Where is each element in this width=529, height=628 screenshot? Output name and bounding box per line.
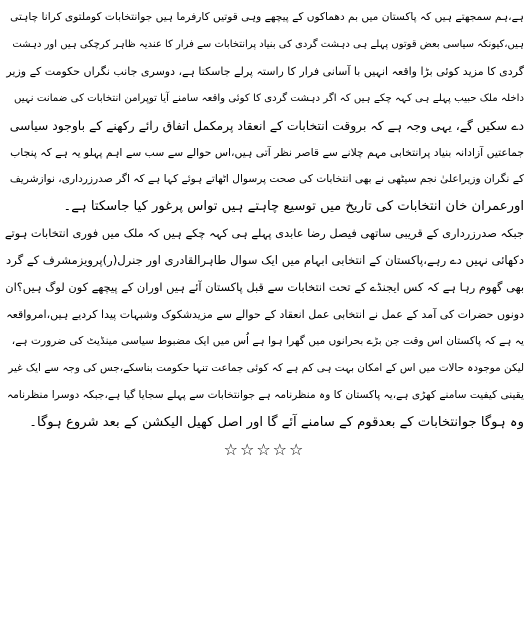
text-line: کے نگران وزیراعلیٰ نجم سیٹھی نے بھی انتخابات کی صحت پرسوال اٹھاتے ہوئے کہا ہے کہ اگر صدرزرداری، نوازشریف — [9, 173, 524, 185]
text-line: لیکن موجودہ حالات میں اس کے امکان بہت ہی کم ہے کہ کوئی جماعت تنہا حکومت بناسکے،جس کی وجہ سے ایک غیر — [8, 362, 524, 374]
article-page — [5, 4, 524, 461]
text-line: ہیں،کیونکہ سیاسی بعض قوتوں پہلے ہی دہشت گردی کی بنیاد پرانتخابات سے فرار کا عندیہ ظاہر کرچکی ہیں اور دہشت — [12, 39, 524, 50]
paragraph-1 — [5, 4, 524, 220]
text-line: وہ ہوگا جوانتخابات کے بعدقوم کے سامنے آئے گا اور اصل کھیل الیکشن کے بعد شروع ہوگا۔ — [29, 415, 524, 430]
text-line: یہ ہے کہ پاکستان اس وقت جن بڑے بحرانوں میں گھرا ہوا ہے اُس میں ایک مضبوط سیاسی مینڈیٹ کی ضرورت ہے، — [11, 335, 524, 347]
paragraph-2 — [5, 220, 524, 436]
text-line: بھی گھوم رہا ہے کہ کس ایجنڈے کے تحت انتخابات سے قبل پاکستان آئے ہیں اوران کے پیچھے کون لوگ ہیں؟ان — [5, 280, 524, 294]
text-line: دونوں حضرات کی آمد کے عمل نے انتخابی عمل انعقاد کے حوالے سے مزیدشکوک وشبہات پیدا کردیے ہیں،امرواقعہ — [6, 308, 524, 321]
text-line: گردی کا مزید کوئی بڑا واقعہ انہیں با آسانی فرار کا راستہ پرلے جاسکتا ہے، دوسری جانب نگراں حکومت کے وزیر — [6, 65, 524, 78]
text-line: دے سکیں گے، یہی وجہ ہے کہ بروقت انتخابات کے انعقاد پرمکمل اتفاق رائے رکھنے کے باوجود سیاسی — [9, 118, 524, 133]
text-line: جماعتیں آزادانہ بنیاد پرانتخابی مہم چلانے سے قاصر نظر آتی ہیں،اس حوالے سے سب سے اہم پہلو یہ ہے کہ پنجاب — [10, 146, 524, 159]
text-line: ہے،ہم سمجھتے ہیں کہ پاکستان میں بم دھماکوں کے پیچھے وہی قوتیں کارفرما ہیں جوانتخابات کوملتوی کرانا چاہتی — [10, 11, 524, 23]
end-mark-stars: ☆☆☆☆☆ — [223, 440, 306, 459]
text-line: دکھائی نہیں دے رہے،پاکستان کے انتخابی ابہام میں ایک سوال طاہرالقادری اور جنرل(ر)پرویزمشرف کے گرد — [6, 253, 524, 267]
text-line: یقینی کیفیت سامنے کھڑی ہے،یہ پاکستان کا وہ منظرنامہ ہے جوانتخابات سے پہلے سجایا گیا ہے،جبکہ دوسرا منظرنامہ — [6, 389, 524, 401]
text-line: جبکہ صدرزرداری کے قریبی ساتھی فیصل رضا عابدی پہلے ہی کہہ چکے ہیں کہ ملک میں فوری انتخابات ہوتے — [5, 226, 524, 240]
text-line: داخلہ ملک حبیب پہلے ہی کہہ چکے ہیں کہ اگر دہشت گردی کا کوئی واقعہ سامنے آیا توپرامن انتخابات کی ضمانت نہیں — [13, 93, 524, 104]
text-line: اورعمران خان انتخابات کی تاریخ میں توسیع چاہتے ہیں تواس پرغور کیا جاسکتا ہے۔ — [63, 199, 524, 214]
